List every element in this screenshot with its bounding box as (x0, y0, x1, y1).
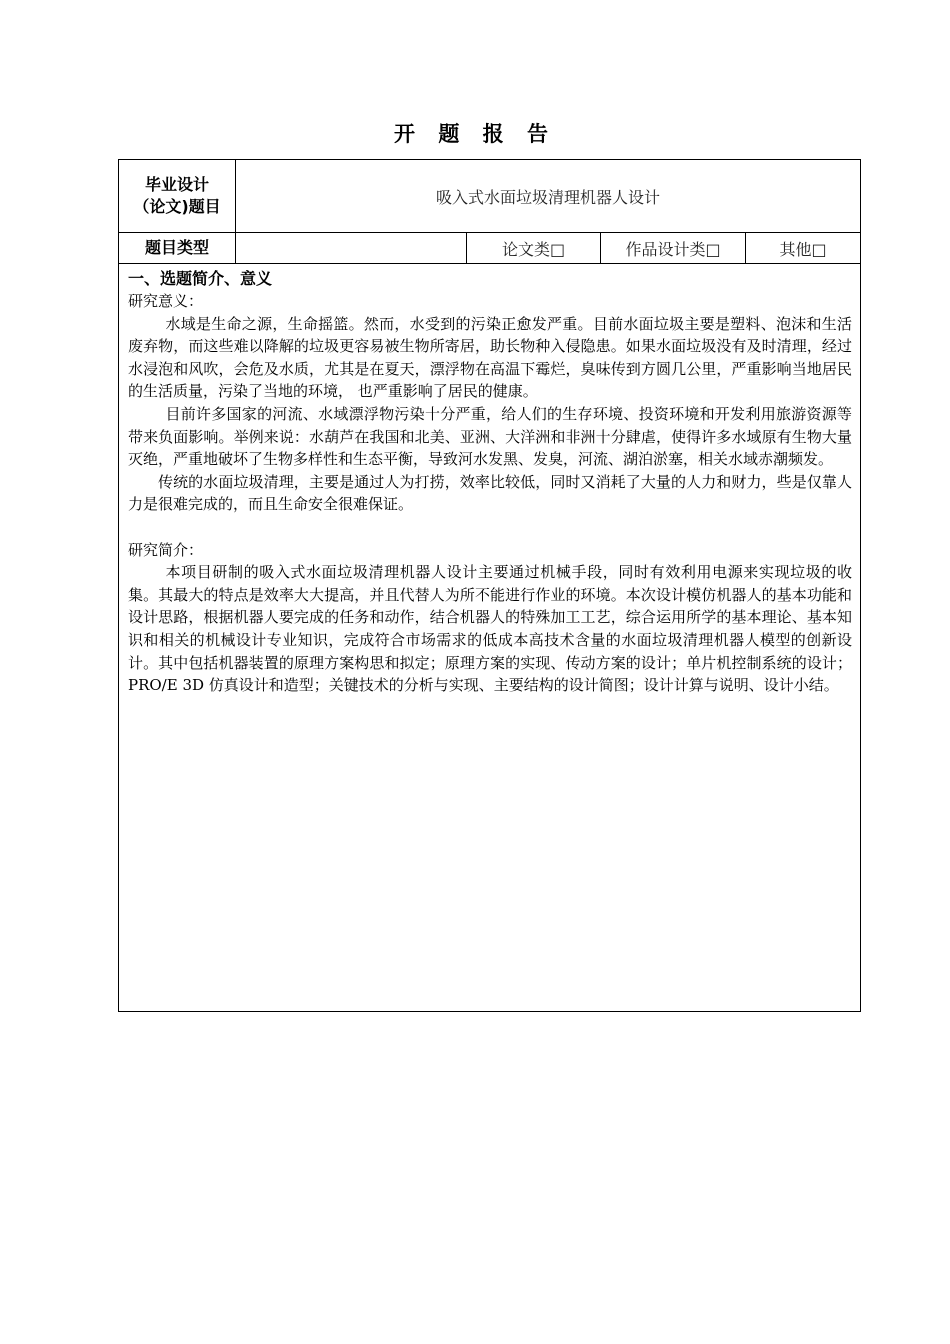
type-option-design[interactable]: 作品设计类□ (601, 233, 746, 264)
content-row (119, 264, 861, 1012)
page-title: 开 题 报 告 (394, 122, 556, 146)
intro-label: 研究简介： (128, 540, 204, 559)
significance-paragraph-2: 目前许多国家的河流、水域漂浮物污染十分严重，给人们的生存环境、投资环境和开发利用旅游资源等带来负面影响。举例来说：水葫芦在我国和北美、亚洲、大洋洲和非洲十分肆虐，使得许多水域原有生物大量灭绝，严重地破坏了生物多样性和生态平衡，导致河水发黑、发臭，河流、湖泊淤塞，相关水域赤潮频发。 (128, 404, 853, 469)
content-cell (119, 264, 861, 1012)
topic-label-cell (119, 160, 236, 233)
type-option-other[interactable]: 其他□ (746, 233, 861, 264)
type-option-thesis[interactable]: 论文类□ (467, 233, 601, 264)
topic-value: 吸入式水面垃圾清理机器人设计 (236, 160, 861, 233)
significance-paragraph-3: 传统的水面垃圾清理，主要是通过人为打捞，效率比较低，同时又消耗了大量的人力和财力，些是仅靠人力是很难完成的，而且生命安全很难保证。 (128, 472, 853, 514)
report-table (118, 159, 861, 1012)
topic-label-line1: 毕业设计 (144, 175, 209, 194)
intro-paragraph-1: 本项目研制的吸入式水面垃圾清理机器人设计主要通过机械手段，同时有效利用电源来实现垃圾的收集。其最大的特点是效率大大提高，并且代替人为所不能进行作业的环境。本次设计模仿机器人的基本功能和设计思路，根据机器人要完成的任务和动作，结合机器人的特殊加工工艺，综合运用所学的基本理论、基本知识和相关的机械设计专业知识，完成符合市场需求的低成本高技术含量的水面垃圾清理机器人模型的创新设计。其中包括机器装置的原理方案构思和拟定；原理方案的实现、传动方案的设计；单片机控制系统的设计；PRO/E 3D 仿真设计和造型；关键技术的分析与实现、主要结构的设计简图；设计计算与说明、设计小结。 (128, 563, 853, 695)
type-row (119, 233, 861, 264)
section-heading: 一、选题简介、意义 (128, 269, 273, 288)
paragraph-spacer (128, 516, 852, 539)
topic-label-line2: （论文)题目 (133, 197, 221, 216)
type-label: 题目类型 (119, 233, 236, 264)
topic-row (119, 160, 861, 233)
type-blank-cell (236, 233, 467, 264)
significance-label: 研究意义： (128, 292, 204, 310)
significance-paragraph-1: 水域是生命之源，生命摇篮。然而，水受到的污染正愈发严重。目前水面垃圾主要是塑料、泡沫和生活废弃物，而这些难以降解的垃圾更容易被生物所寄居，助长物种入侵隐患。如果水面垃圾没有及时清理，经过水浸泡和风吹，会危及水质，尤其是在夏天，漂浮物在高温下霉烂，臭味传到方圆几公里，严重影响当地居民的生活质量，污染了当地的环境， 也严重影响了居民的健康。 (128, 314, 853, 401)
